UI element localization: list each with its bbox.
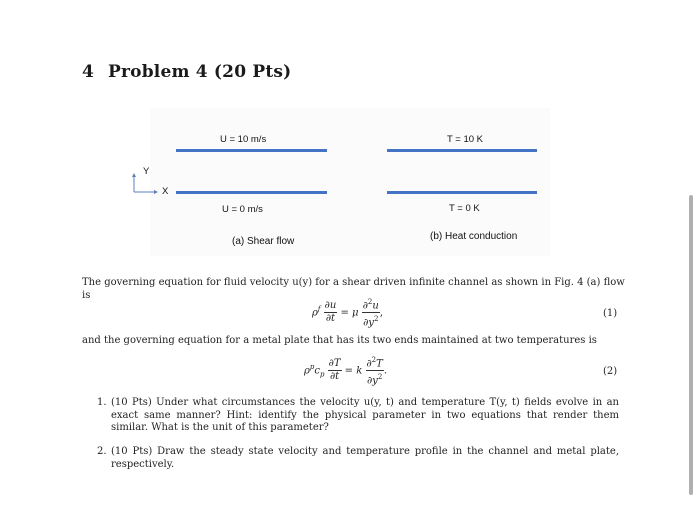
equation-2-number: (2) bbox=[603, 366, 618, 377]
heat-bottom-plate bbox=[387, 191, 537, 194]
axis-x-label: X bbox=[162, 186, 169, 197]
question-2-text: (10 Pts) Draw the steady state velocity and temperature profile in the channel and metal plate, respectively. bbox=[111, 446, 619, 470]
vertical-scrollbar[interactable] bbox=[689, 195, 693, 495]
intro-line-2: is bbox=[82, 290, 91, 301]
shear-top-plate bbox=[176, 149, 327, 152]
question-2 bbox=[97, 446, 619, 471]
equation-1-number: (1) bbox=[603, 308, 618, 319]
intro-line-1: The governing equation for fluid velocity u(y) for a shear driven infinite channel as shown in Fig. 4 (a) flow bbox=[82, 277, 625, 288]
heat-caption: (b) Heat conduction bbox=[430, 231, 518, 242]
y-axis-arrow bbox=[132, 173, 136, 177]
question-1 bbox=[97, 397, 619, 435]
equation-1: $\rho^f$ $\frac{\partial u}{\partial t}$ = μ $\frac{\partial^2u}{\partial y^2}$ , bbox=[312, 298, 384, 329]
question-1-marker: 1. bbox=[97, 397, 107, 408]
shear-bottom-plate bbox=[176, 191, 327, 194]
section-number: 4 bbox=[82, 62, 95, 82]
heat-top-plate bbox=[387, 149, 537, 152]
shear-top-label: U = 10 m/s bbox=[220, 134, 267, 145]
question-1-text: (10 Pts) Under what circumstances the velocity u(y, t) and temperature T(y, t) fields evolve in an exact same manner? Hint: identify the physical parameter in two equations that render them similar. What is the unit of this parameter? bbox=[111, 397, 619, 433]
section-heading bbox=[82, 62, 291, 82]
x-axis-arrow bbox=[154, 190, 158, 194]
question-2-marker: 2. bbox=[97, 446, 107, 457]
axis-y-label: Y bbox=[143, 166, 150, 177]
shear-bottom-label: U = 0 m/s bbox=[222, 204, 263, 215]
equation-2: $\rho^pc_p$ $\frac{\partial T}{\partial t}$ = k $\frac{\partial^2T}{\partial y^2}$ . bbox=[304, 356, 387, 387]
shear-caption: (a) Shear flow bbox=[232, 236, 295, 247]
between-text: and the governing equation for a metal plate that has its two ends maintained at two temperatures is bbox=[82, 335, 597, 346]
section-title: Problem 4 (20 Pts) bbox=[108, 62, 292, 82]
heat-top-label: T = 10 K bbox=[447, 134, 484, 145]
heat-bottom-label: T = 0 K bbox=[449, 203, 480, 214]
